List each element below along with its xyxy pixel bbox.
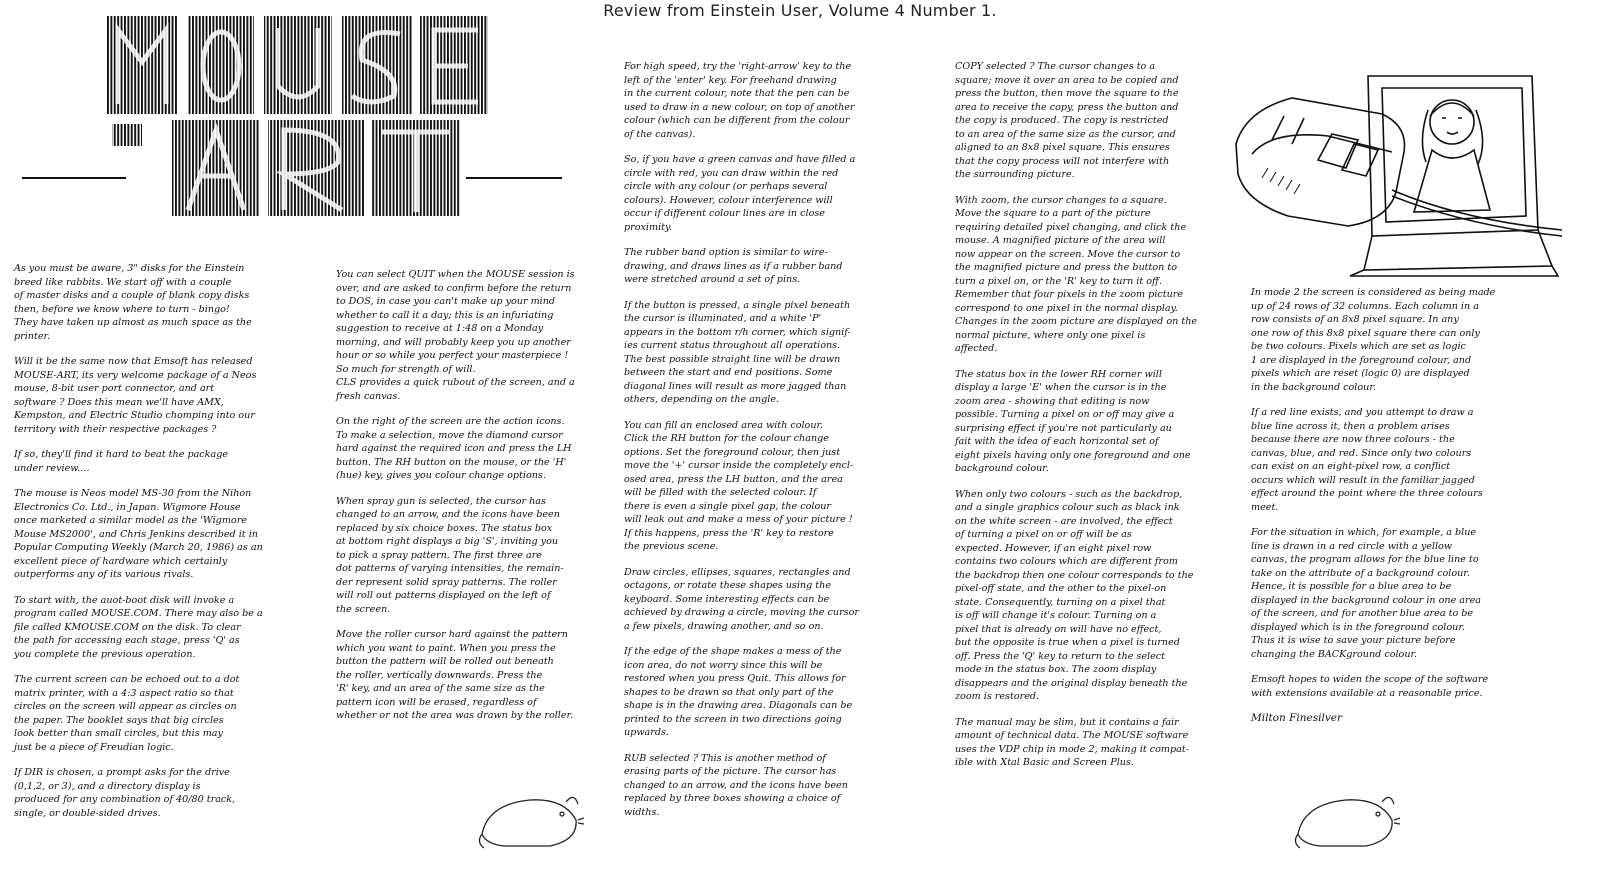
author-signature: Milton Finesilver [1251, 712, 1342, 724]
paragraph: The current screen can be echoed out to a dot matrix printer, with a 4:3 aspect ratio so that circles on the screen will appear as circles on the paper. The booklet says that big circles look better than small circles, but this may just be a piece of Freudian logic. [14, 674, 240, 753]
column-2 [336, 268, 600, 735]
computer-mouse-drawing [1232, 70, 1564, 280]
paragraph: Draw circles, ellipses, squares, rectangles and octagons, or rotate these shapes using the keyboard. Some interesting effects can be achieved by drawing a circle, moving the cursor a few pixels, drawing another, and so on. [624, 566, 859, 632]
column-4 [955, 60, 1221, 782]
mouse-icon [1294, 790, 1400, 852]
paragraph: With zoom, the cursor changes to a square. Move the square to a part of the picture requiring detailed pixel changing, and click the mouse. A magnified picture of the area will now appear on the screen. Move the cursor to the magnified picture and press the button to turn a pixel on, or the 'R' key to turn it off. Remember that four pixels in the zoom picture correspond to one pixel in the normal display. Changes in the zoom picture are displayed on the normal picture, where only one pixel is affected. [955, 194, 1198, 354]
paragraph: The status box in the lower RH corner will display a large 'E' when the cursor is in the zoom area - showing that editing is now possible. Turning a pixel on or off may give a surprising effect if you're not particularly au fait with the idea of each horizontal set of eight pixels having only one foreground and one background colour. [955, 368, 1191, 474]
paragraph: As you must be aware, 3" disks for the Einstein breed like rabbits. We start off with a couple of master disks and a couple of blank copy disks then, before we know where to turn - bingo! They have taken up almost as much space as the printer. [14, 263, 252, 342]
paragraph: Will it be the same now that Emsoft has released MOUSE-ART, its very welcome package of a Neos mouse, 8-bit user port connector, and art software ? Does this mean we'll have AMX, Kempston, and Electric Studio chomping into our territory with their respective packages ? [14, 356, 257, 435]
paragraph: In mode 2 the screen is considered as being made up of 24 rows of 32 columns. Each column in a row consists of an 8x8 pixel square. In any one row of this 8x8 pixel square there can only be two colours. Pixels which are set as logic 1 are displayed in the foreground colour, and pixels which are reset (logic 0) are displayed in the background colour. [1251, 287, 1496, 393]
paragraph: The mouse is Neos model MS-30 from the Nihon Electronics Co. Ltd., in Japan. Wigmore House once marketed a similar model as the 'Wigmore Mouse MS2000', and Chris Jenkins described it in Popular Computing Weekly (March 20, 1986) as an excellent piece of hardware which certainly outperforms any of its various rivals. [14, 488, 263, 580]
paragraph: When spray gun is selected, the cursor has changed to an arrow, and the icons have been replaced by six choice boxes. The status box at bottom right displays a big 'S', inviting you to pick a spray pattern. The first three are dot patterns of varying intensities, the remain- der represent solid spray patterns. The roller will roll out patterns displayed on the left of the screen. [336, 495, 564, 615]
paragraph: You can fill an enclosed area with colour. Click the RH button for the colour change options. Set the foreground colour, then just move the '+' cursor inside the completely encl- osed area, press the LH button, and the area will be filled with the selected colour. If there is even a single pixel gap, the colour will leak out and make a mess of your picture ! If this happens, press the 'R' key to restore the previous scene. [624, 419, 854, 552]
paragraph: Emsoft hopes to widen the scope of the software with extensions available at a reasonable price. [1251, 674, 1489, 699]
paragraph: If so, they'll find it hard to beat the package under review.... [14, 449, 229, 474]
paragraph: The manual may be slim, but it contains a fair amount of technical data. The MOUSE software uses the VDP chip in mode 2, making it compat- ible with Xtal Basic and Screen Plus. [955, 716, 1189, 768]
paragraph: The rubber band option is similar to wire- drawing, and draws lines as if a rubber band were stretched around a set of pins. [624, 247, 843, 285]
paragraph: For the situation in which, for example, a blue line is drawn in a red circle with a yellow canvas, the program allows for the blue line to take on the attribute of a background colour. Hence, it is possible for a blue area to be displayed in the background colour in one area of the screen, and for another blue area to be displayed which is in the foreground colour. Thus it is wise to save your picture before changing the BACKground colour. [1251, 527, 1481, 660]
paragraph: If the edge of the shape makes a mess of the icon area, do not worry since this will be restored when you press Quit. This allows for shapes to be drawn so that only part of the shape is in the drawing area. Diagonals can be printed to the screen in two directions going upwards. [624, 646, 853, 738]
paragraph: On the right of the screen are the action icons. To make a selection, move the diamond cursor hard against the required icon and press the LH button. The RH button on the mouse, or the 'H' (hue) key, gives you colour change options. [336, 416, 572, 481]
paragraph: So, if you have a green canvas and have filled a circle with red, you can draw within the red circle with any colour (or perhaps several colours). However, colour interference will occur if different colour lines are in close proximity. [624, 154, 856, 233]
mouse-art-logo [22, 16, 562, 216]
paragraph: Move the roller cursor hard against the pattern which you want to paint. When you press the button the pattern will be rolled out beneath the roller, vertically downwards. Press the 'R' key, and an area of the same size as the pattern icon will be erased, regardless of whether or not the area was drawn by the roller. [336, 629, 574, 721]
paragraph: If DIR is chosen, a prompt asks for the drive (0,1,2, or 3), and a directory display is produced for any combination of 40/80 track, single, or double-sided drives. [14, 767, 236, 819]
column-1 [14, 262, 280, 832]
page-title: Review from Einstein User, Volume 4 Number 1. [603, 1, 997, 20]
mouse-icon [478, 790, 584, 852]
paragraph: RUB selected ? This is another method of erasing parts of the picture. The cursor has changed to an arrow, and the icons have been replaced by three boxes showing a choice of widths. [624, 752, 848, 818]
column-5 [1251, 286, 1517, 726]
column-3 [624, 60, 890, 831]
paragraph: If the button is pressed, a single pixel beneath the cursor is illuminated, and a white 'P' appears in the bottom r/h corner, which signif- ies current status throughout all operations. The best possible straight line will be drawn between the start and end positions. Some diagonal lines will result as more jagged than others, depending on the angle. [624, 299, 851, 405]
paragraph: For high speed, try the 'right-arrow' key to the left of the 'enter' key. For freehand drawing in the current colour, note that the pen can be used to draw in a new colour, on top of another colour (which can be different from the colour of the canvas). [624, 61, 855, 140]
paragraph: To start with, the auot-boot disk will invoke a program called MOUSE.COM. There may also be a file called KMOUSE.COM on the disk. To clear the path for accessing each stage, press 'Q' as you complete the previous operation. [14, 594, 263, 660]
paragraph: COPY selected ? The cursor changes to a square; move it over an area to be copied and press the button, then move the square to the area to receive the copy, press the button and the copy is produced. The copy is restricted to an area of the same size as the cursor, and aligned to an 8x8 pixel square. This ensures that the copy process will not interfere with the surrounding picture. [955, 61, 1179, 180]
paragraph: You can select QUIT when the MOUSE session is over, and are asked to confirm before the return to DOS, in case you can't make up your mind whether to call it a day; this is an infuriating suggestion to receive at 1:48 on a Monday morning, and will probably keep you up another hour or so while you perfect your masterpiece ! So much for strength of will. CLS provides a quick rubout of the screen, and a fresh canvas. [336, 269, 575, 402]
paragraph: If a red line exists, and you attempt to draw a blue line across it, then a problem arises because there are now three colours - the canvas, blue, and red. Since only two colours can exist on an eight-pixel row, a conflict occurs which will result in the familiar jagged effect around the point where the three colours meet. [1251, 407, 1483, 513]
paragraph: When only two colours - such as the backdrop, and a single graphics colour such as black ink on the white screen - are involved, the effect of turning a pixel on or off will be as expected. However, if an eight pixel row contains two colours which are different from the backdrop then one colour corresponds to the pixel-off state, and the other to the pixel-on state. Consequently, turning on a pixel that is off will change it's colour. Turning on a pixel that is already on will have no effect, but the opposite is true when a pixel is turned off. Press the 'Q' key to return to the select mode in the status box. The zoom display disappears and the original display beneath the zoom is restored. [955, 488, 1194, 702]
